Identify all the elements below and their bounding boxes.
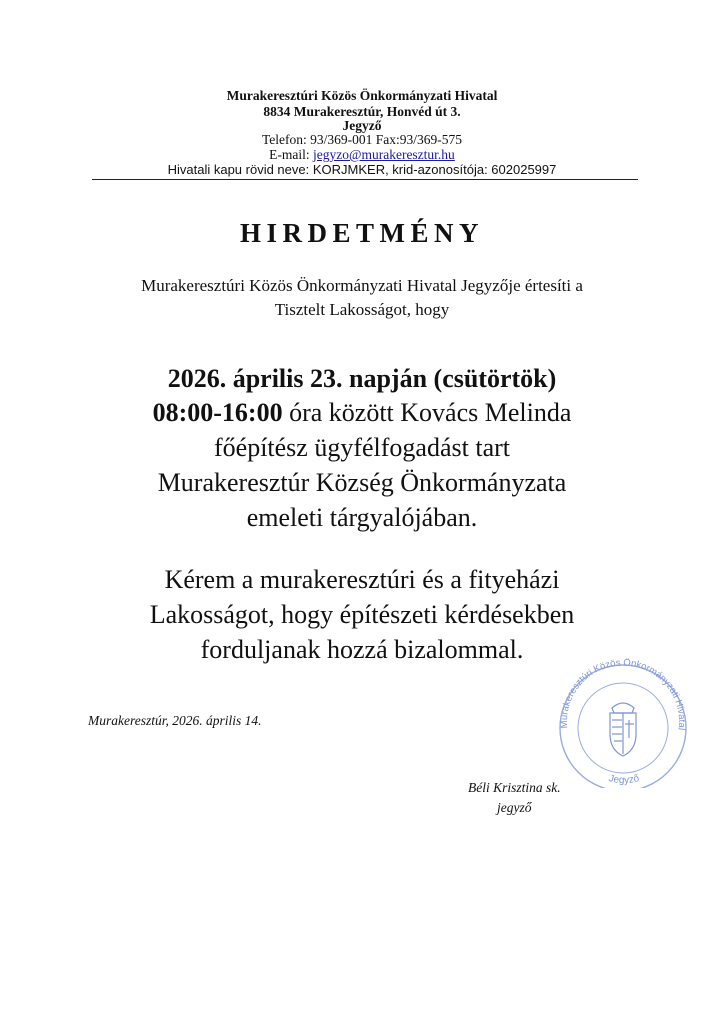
date-text: 2026. április 23. napján (csütörtök) bbox=[167, 364, 557, 393]
time-line bbox=[0, 398, 724, 428]
request-line-3: forduljanak hozzá bizalommal. bbox=[200, 635, 524, 664]
request-line-2: Lakosságot, hogy építészeti kérdésekben bbox=[149, 600, 575, 629]
email-line bbox=[0, 147, 724, 163]
stamp-text: Murakeresztúri Közös Önkormányzati Hivatal bbox=[558, 658, 688, 731]
phone-fax: Telefon: 93/369-001 Fax:93/369-575 bbox=[261, 132, 463, 147]
header-rule bbox=[92, 179, 638, 180]
coat-of-arms-icon bbox=[610, 703, 636, 756]
notice-line-4: Murakeresztúr Község Önkormányzata bbox=[157, 468, 567, 497]
signer-name: Béli Krisztina sk. bbox=[468, 780, 561, 795]
signer-title: jegyző bbox=[497, 800, 532, 815]
email-link[interactable]: jegyzo@murakeresztur.hu bbox=[313, 147, 455, 162]
request-line-1: Kérem a murakeresztúri és a fityeházi bbox=[164, 565, 560, 594]
intro-line-2: Tisztelt Lakosságot, hogy bbox=[274, 300, 450, 319]
notice-title: HIRDETMÉNY bbox=[239, 218, 484, 248]
place-date: Murakeresztúr, 2026. április 14. bbox=[88, 713, 262, 728]
office-address: 8834 Murakeresztúr, Honvéd út 3. bbox=[263, 104, 461, 119]
intro-line-1: Murakeresztúri Közös Önkormányzati Hivatal Jegyzője értesíti a bbox=[141, 276, 583, 295]
office-name: Murakeresztúri Közös Önkormányzati Hivatal bbox=[226, 88, 498, 103]
stamp-bottom-text: Jegyző bbox=[607, 773, 641, 787]
official-stamp bbox=[548, 658, 698, 788]
time-range: 08:00-16:00 bbox=[152, 398, 283, 427]
time-rest: óra között Kovács Melinda bbox=[289, 398, 572, 427]
email-label: E-mail: bbox=[269, 147, 310, 162]
hivatali-kapu: Hivatali kapu rövid neve: KORJMKER, krid-azonosítója: 602025997 bbox=[167, 162, 557, 177]
date-line bbox=[0, 364, 724, 394]
office-role: Jegyző bbox=[342, 118, 382, 133]
notice-line-3: főépítész ügyfélfogadást tart bbox=[214, 433, 510, 462]
notice-line-5: emeleti tárgyalójában. bbox=[246, 503, 478, 532]
